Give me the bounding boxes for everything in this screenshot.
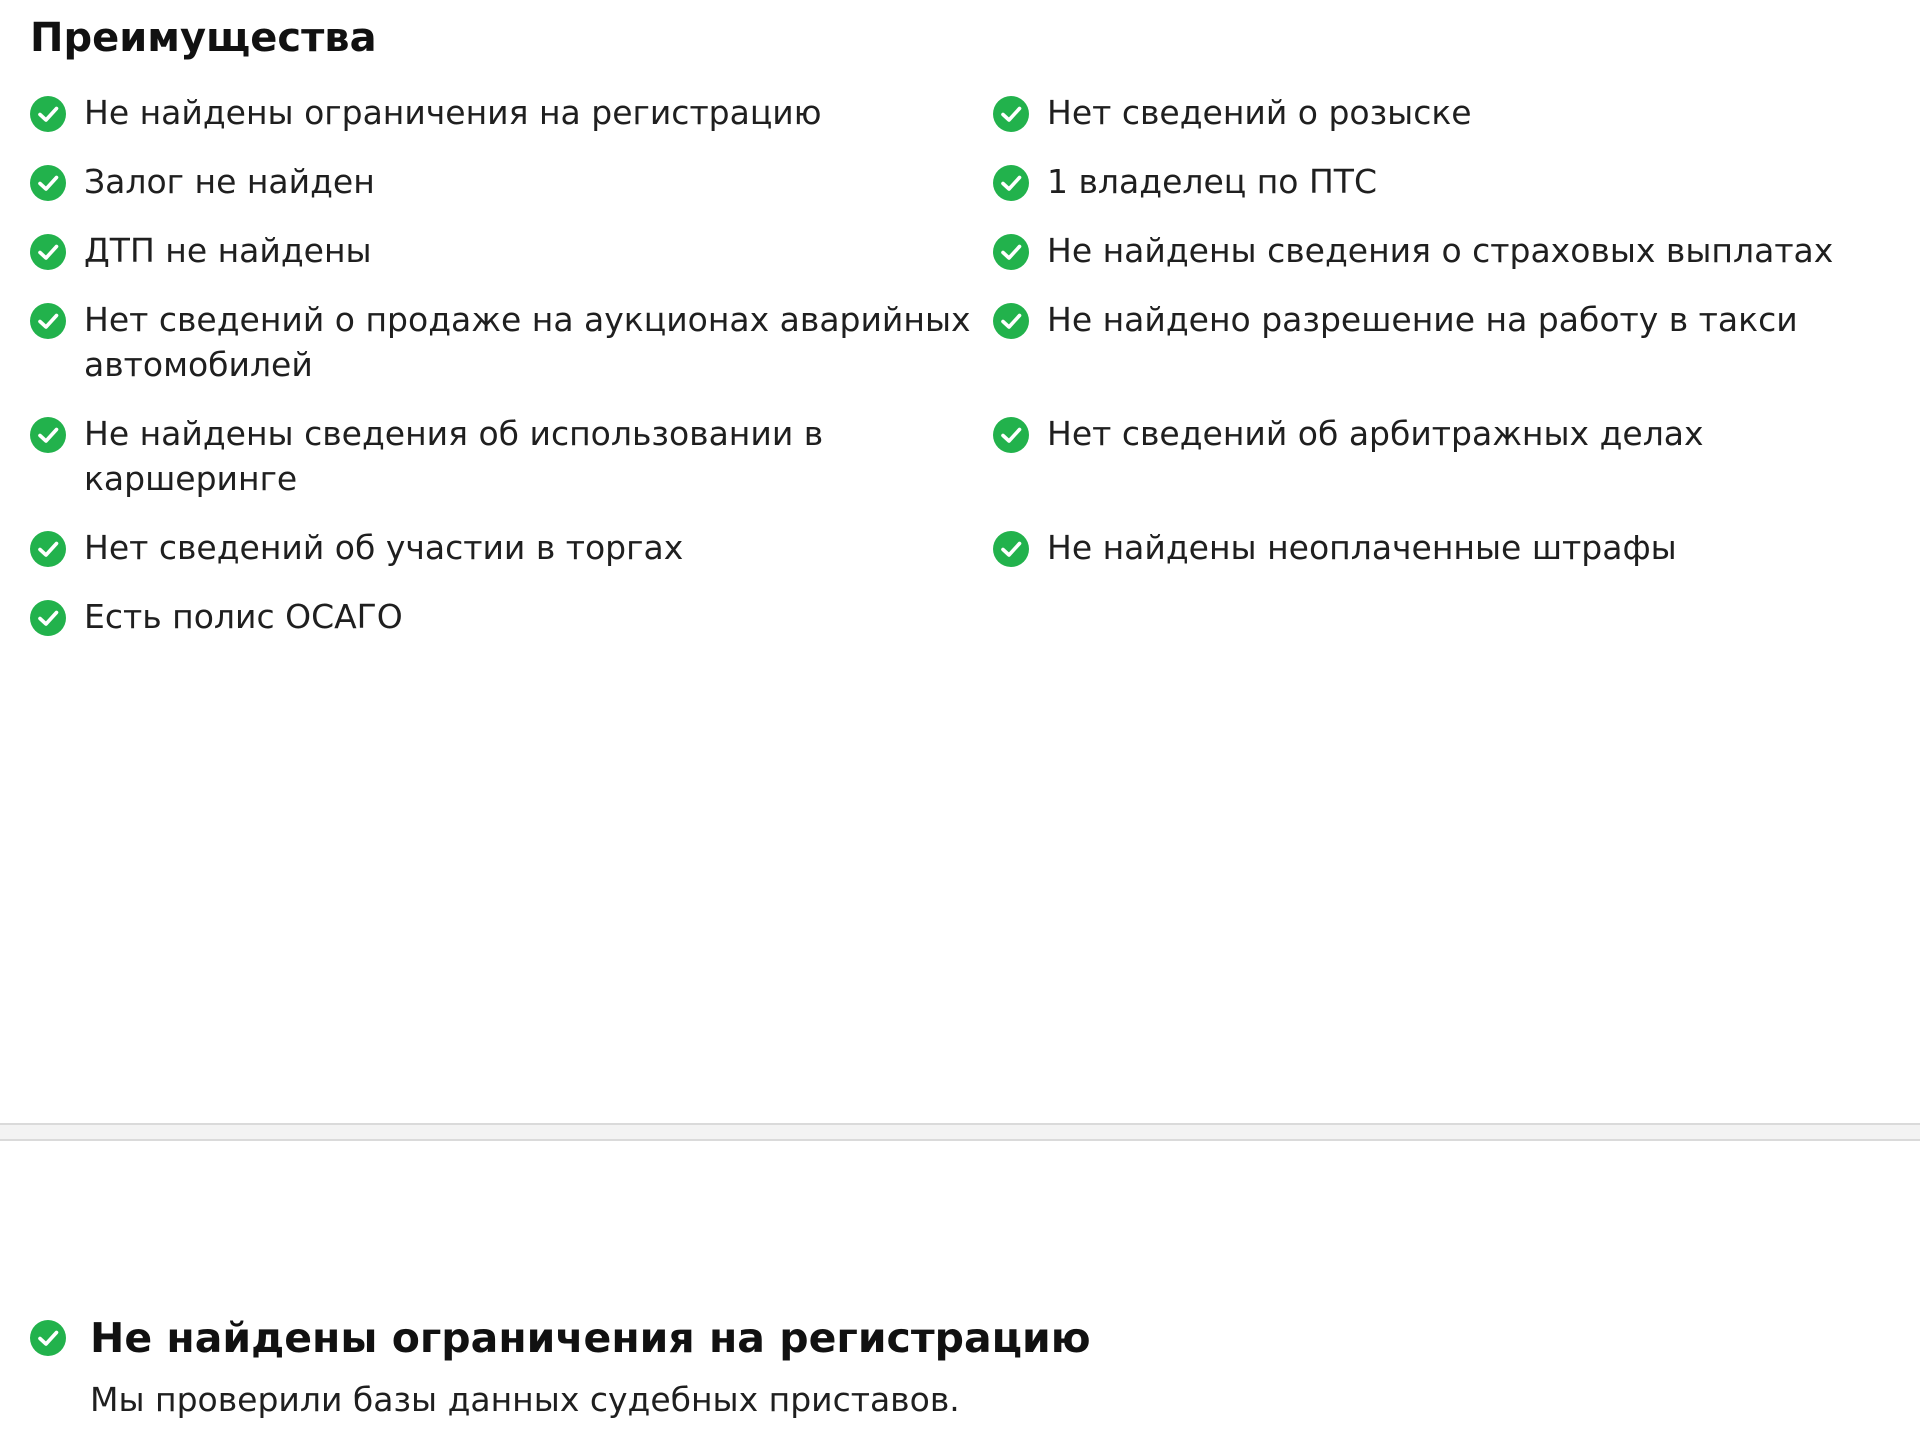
list-item [30, 297, 993, 387]
detail-header [30, 1310, 1890, 1366]
check-circle-icon [993, 96, 1029, 132]
list-item [993, 411, 1890, 501]
list-item-label: Нет сведений о розыске [1047, 93, 1472, 132]
check-circle-icon [30, 234, 66, 270]
detail-title: Не найдены ограничения на регистрацию [90, 1314, 1091, 1362]
list-item [30, 525, 993, 570]
section-divider [0, 1123, 1920, 1141]
check-circle-icon [30, 96, 66, 132]
list-item-label: Залог не найден [84, 162, 375, 201]
list-item [993, 159, 1890, 204]
list-item [30, 228, 993, 273]
list-item-label: Не найдены сведения о страховых выплатах [1047, 231, 1834, 270]
detail-section [30, 1310, 1890, 1422]
check-circle-icon [30, 417, 66, 453]
advantages-list [30, 90, 1890, 663]
check-circle-icon [30, 303, 66, 339]
check-circle-icon [30, 600, 66, 636]
check-circle-icon [993, 303, 1029, 339]
check-circle-icon [993, 234, 1029, 270]
list-item-label: Нет сведений об участии в торгах [84, 528, 684, 567]
check-circle-icon [30, 531, 66, 567]
list-item-label: Не найдены сведения об использовании в каршеринге [84, 414, 824, 498]
list-item-label: Не найдены неоплаченные штрафы [1047, 528, 1677, 567]
list-item [993, 90, 1890, 135]
list-item-label: Не найдено разрешение на работу в такси [1047, 300, 1798, 339]
check-circle-icon [993, 417, 1029, 453]
list-item-label: 1 владелец по ПТС [1047, 162, 1377, 201]
list-item [30, 411, 993, 501]
list-item-label: ДТП не найдены [84, 231, 372, 270]
list-item-label: Нет сведений об арбитражных делах [1047, 414, 1704, 453]
detail-description: Мы проверили базы данных судебных приставов. [90, 1380, 960, 1419]
check-circle-icon [993, 531, 1029, 567]
check-circle-icon [30, 165, 66, 201]
list-item [993, 525, 1890, 570]
list-item [993, 297, 1890, 387]
list-item-label: Есть полис ОСАГО [84, 597, 403, 636]
list-item [30, 90, 993, 135]
list-item [30, 159, 993, 204]
check-circle-icon [30, 1320, 66, 1356]
list-item [993, 228, 1890, 273]
check-circle-icon [993, 165, 1029, 201]
section-title: Преимущества [30, 15, 377, 61]
list-item [30, 594, 993, 639]
list-item-label: Не найдены ограничения на регистрацию [84, 93, 822, 132]
list-item-label: Нет сведений о продаже на аукционах аварийных автомобилей [84, 300, 971, 384]
